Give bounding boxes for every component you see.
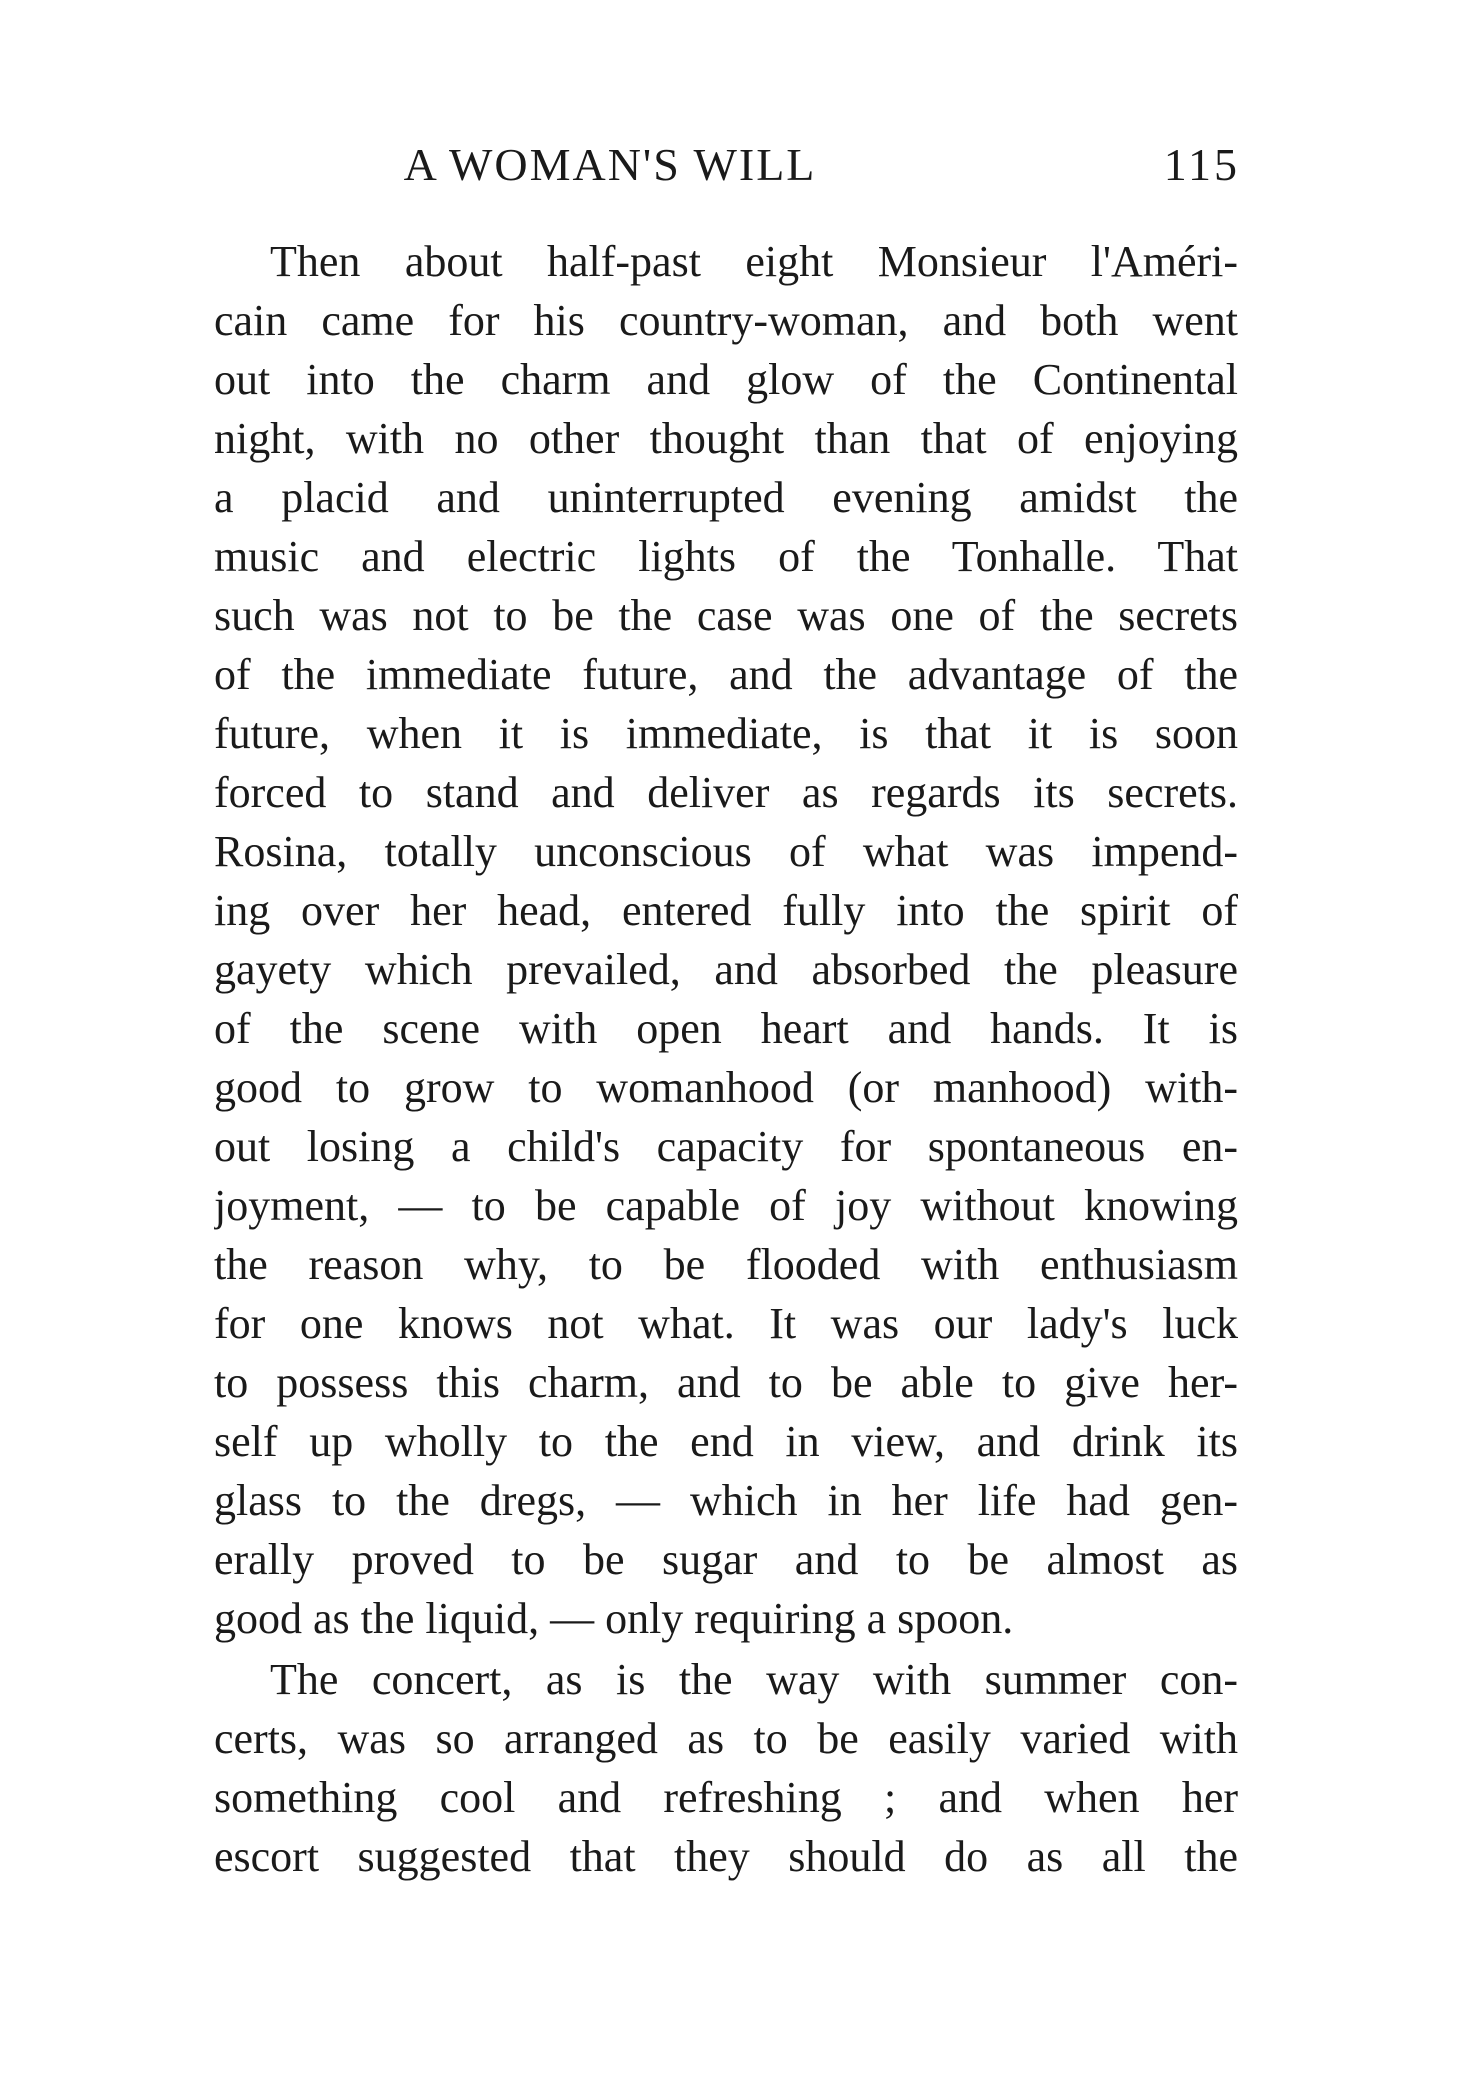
text-line: gayety which prevailed, and absorbed the pleasure: [214, 945, 1238, 994]
body-text: [214, 232, 1238, 1886]
text-line: erally proved to be sugar and to be almost as: [214, 1535, 1238, 1584]
text-line: night, with no other thought than that of enjoying: [214, 414, 1238, 463]
text-line: self up wholly to the end in view, and drink its: [214, 1417, 1238, 1466]
text-line: escort suggested that they should do as all the: [214, 1832, 1238, 1881]
text-line: music and electric lights of the Tonhalle. That: [214, 532, 1238, 581]
text-line: of the immediate future, and the advantage of the: [214, 650, 1238, 699]
text-line: joyment, — to be capable of joy without knowing: [214, 1181, 1238, 1230]
text-line: good to grow to womanhood (or manhood) with-: [214, 1063, 1238, 1112]
text-line: forced to stand and deliver as regards its secrets.: [214, 768, 1238, 817]
text-line: ing over her head, entered fully into the spirit of: [214, 886, 1238, 935]
text-line: Then about half-past eight Monsieur l'Améri-: [270, 237, 1238, 286]
text-line: out losing a child's capacity for spontaneous en-: [214, 1122, 1238, 1171]
text-line: Rosina, totally unconscious of what was impend-: [214, 827, 1238, 876]
text-line: good as the liquid, — only requiring a spoon.: [214, 1594, 1014, 1643]
text-line: glass to the dregs, — which in her life had gen-: [214, 1476, 1238, 1525]
text-line: certs, was so arranged as to be easily varied with: [214, 1714, 1238, 1763]
text-line: the reason why, to be flooded with enthusiasm: [214, 1240, 1238, 1289]
text-line: for one knows not what. It was our lady's luck: [214, 1299, 1238, 1348]
paragraph: [214, 1650, 1238, 1886]
text-line: a placid and uninterrupted evening amidst the: [214, 473, 1238, 522]
text-line: to possess this charm, and to be able to give her-: [214, 1358, 1238, 1407]
running-head: [210, 138, 1240, 198]
text-line: The concert, as is the way with summer con-: [270, 1655, 1238, 1704]
running-title: A WOMAN'S WILL: [403, 139, 817, 190]
page-number: 115: [1163, 139, 1240, 190]
text-line: of the scene with open heart and hands. It is: [214, 1004, 1238, 1053]
text-line: something cool and refreshing ; and when her: [214, 1773, 1238, 1822]
text-line: cain came for his country-woman, and both went: [214, 296, 1238, 345]
text-line: future, when it is immediate, is that it is soon: [214, 709, 1238, 758]
text-line: such was not to be the case was one of the secrets: [214, 591, 1238, 640]
paragraph: [214, 232, 1238, 1648]
text-line: out into the charm and glow of the Continental: [214, 355, 1238, 404]
